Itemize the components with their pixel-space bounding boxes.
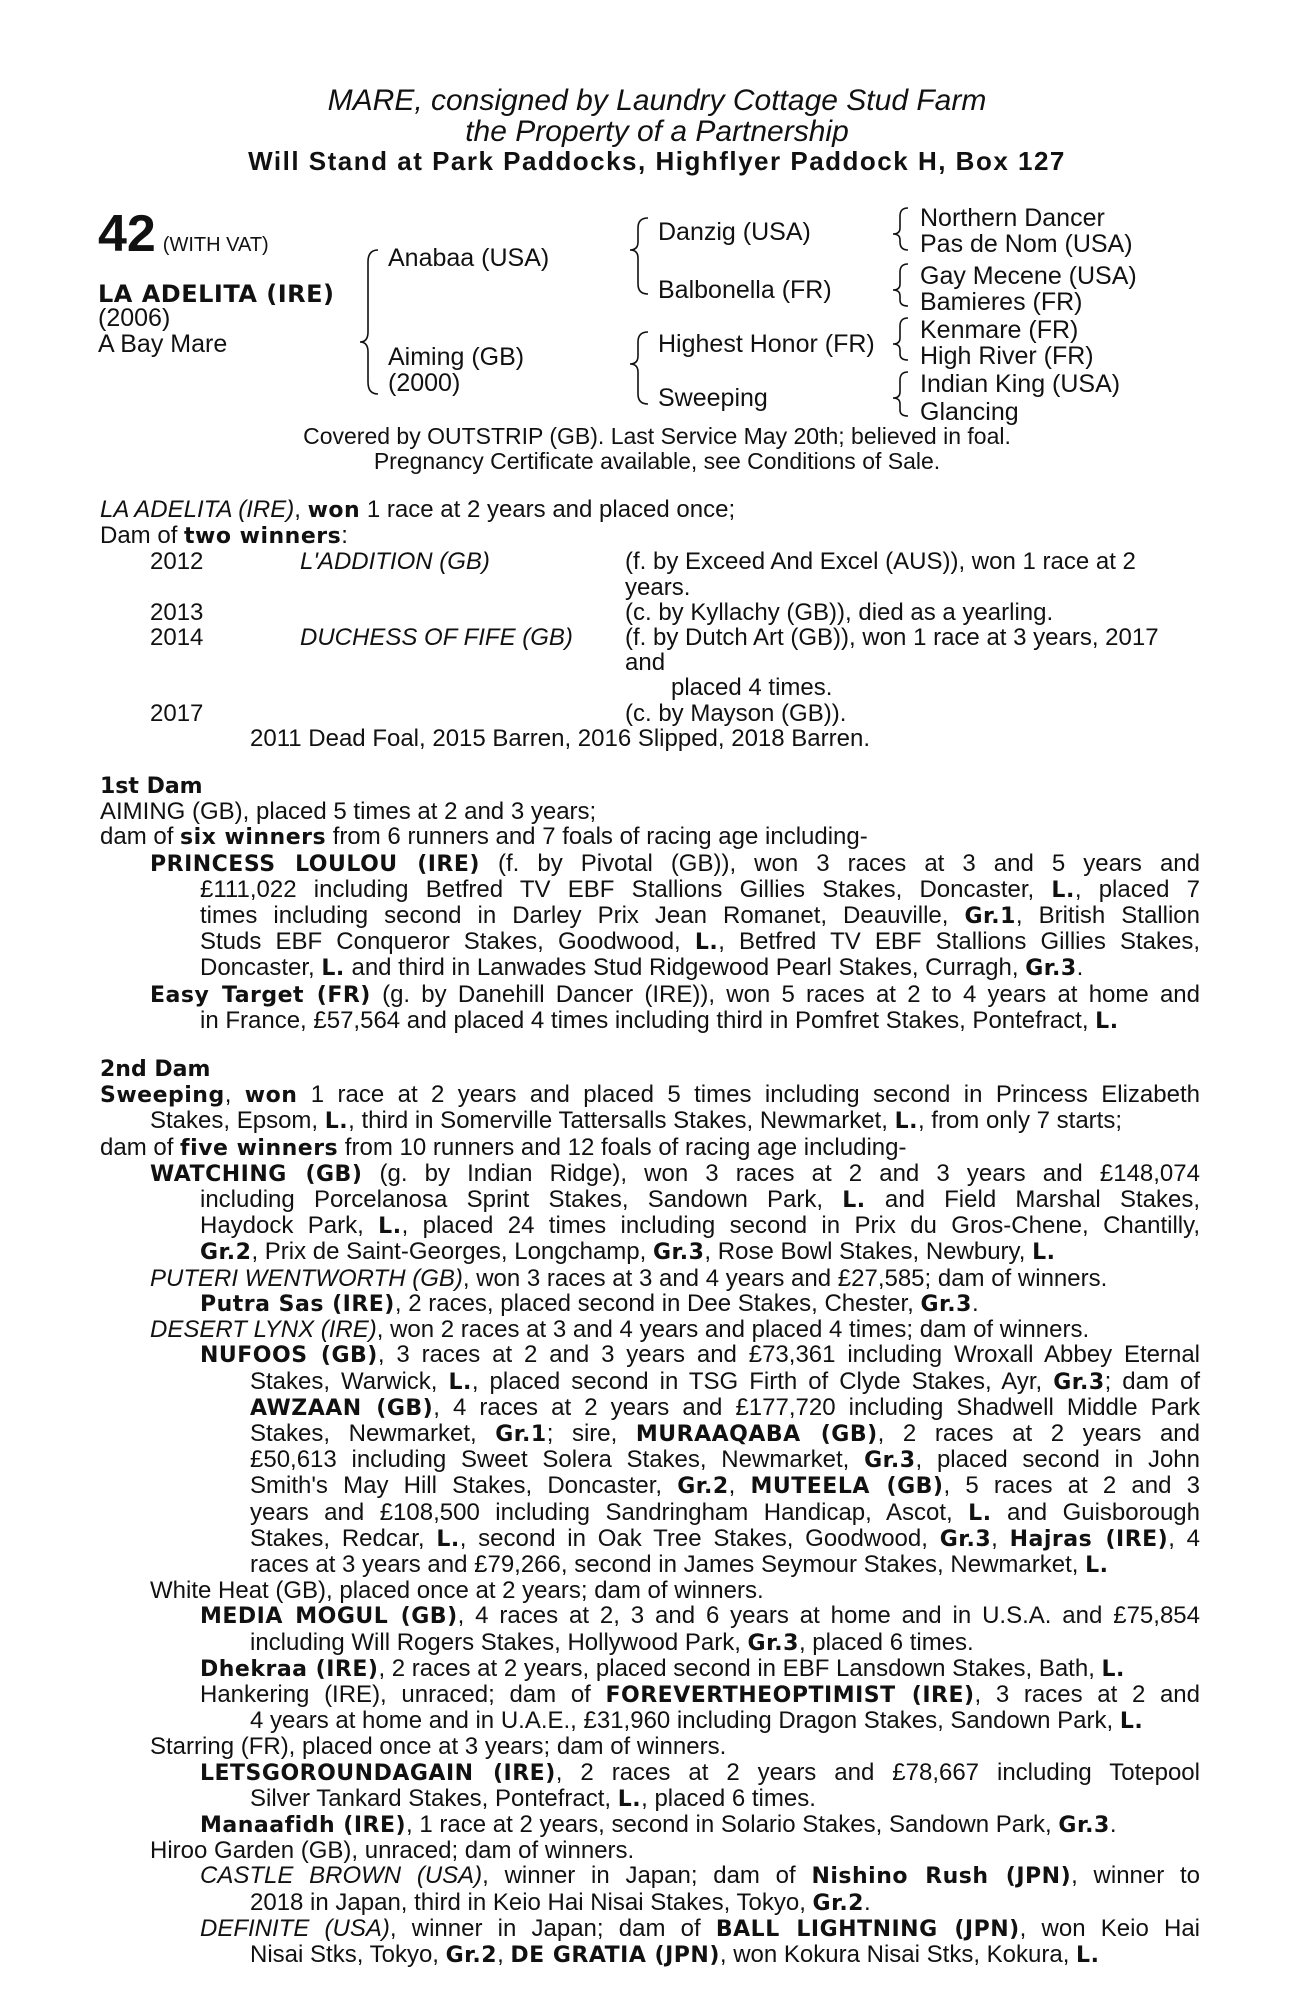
pedigree-ddd: Glancing bbox=[920, 398, 1019, 426]
pedigree-dam-dam: Sweeping bbox=[658, 384, 768, 412]
progeny-row: 2012 L'ADDITION (GB) (f. by Exceed And Excel (AUS)), won 1 race at 2 years. bbox=[150, 548, 1136, 601]
muraaqaba-line: Smith's May Hill Stakes, Doncaster, Gr.2, MUTEELA (GB), 5 races at 2 and 3 bbox=[250, 1472, 1200, 1500]
pedigree-sire-sire: Danzig (USA) bbox=[658, 218, 811, 246]
hajras-line: races at 3 years and £79,266, second in James Seymour Stakes, Newmarket, L. bbox=[250, 1550, 1109, 1578]
vat-note: (WITH VAT) bbox=[162, 234, 269, 256]
horse-description: A Bay Mare bbox=[98, 330, 228, 358]
first-dam-line: AIMING (GB), placed 5 times at 2 and 3 years; bbox=[100, 798, 597, 826]
hankering-line: 4 years at home and in U.A.E., £31,960 including Dragon Stakes, Sandown Park, L. bbox=[250, 1707, 1144, 1735]
progeny-row: placed 4 times. bbox=[671, 674, 833, 702]
sweeping-dam-of: dam of five winners from 10 runners and 12 foals of racing age including- bbox=[100, 1133, 907, 1161]
media-mogul-line: MEDIA MOGUL (GB), 4 races at 2, 3 and 6 years at home and in U.S.A. and £75,854 bbox=[200, 1602, 1200, 1630]
pedigree-dss: Kenmare (FR) bbox=[920, 316, 1079, 344]
letsgoroundagain-line: Silver Tankard Stakes, Pontefract, L., placed 6 times. bbox=[250, 1784, 816, 1812]
watching-line: including Porcelanosa Sprint Stakes, Sandown Park, L. and Field Marshal Stakes, bbox=[200, 1186, 1200, 1214]
muteela-line: Stakes, Redcar, L., second in Oak Tree Stakes, Goodwood, Gr.3, Hajras (IRE), 4 bbox=[250, 1524, 1201, 1552]
pedigree-sire: Anabaa (USA) bbox=[388, 244, 550, 272]
horse-year: (2006) bbox=[98, 304, 171, 332]
pedigree-ssd: Pas de Nom (USA) bbox=[920, 230, 1133, 258]
manaafidh-line: Manaafidh (IRE), 1 race at 2 years, second in Solario Stakes, Sandown Park, Gr.3. bbox=[200, 1810, 1117, 1838]
nishino-rush-line: 2018 in Japan, third in Keio Hai Nisai Stakes, Tokyo, Gr.2. bbox=[250, 1888, 871, 1916]
muraaqaba-line: £50,613 including Sweet Solera Stakes, Newmarket, Gr.3, placed second in John bbox=[250, 1446, 1201, 1474]
princess-loulou-line: Doncaster, L. and third in Lanwades Stud Ridgewood Pearl Stakes, Curragh, Gr.3. bbox=[200, 954, 1084, 982]
second-dam-heading: 2nd Dam bbox=[100, 1057, 211, 1083]
starring-line: Starring (FR), placed once at 3 years; dam of winners. bbox=[150, 1733, 727, 1761]
sweeping-line: Sweeping, won 1 race at 2 years and placed 5 times including second in Princess Elizabeth bbox=[100, 1081, 1200, 1109]
awzaan-line: AWZAAN (GB), 4 races at 2 years and £177,720 including Shadwell Middle Park bbox=[250, 1393, 1200, 1421]
princess-loulou-line: Studs EBF Conqueror Stakes, Goodwood, L., Betfred TV EBF Stallions Gillies Stakes, bbox=[200, 928, 1200, 956]
pedigree-sire-dam: Balbonella (FR) bbox=[658, 276, 832, 304]
first-dam-dam-of: dam of six winners from 6 runners and 7 foals of racing age including- bbox=[100, 823, 868, 851]
hiroo-garden-line: Hiroo Garden (GB), unraced; dam of winners. bbox=[150, 1837, 635, 1865]
princess-loulou-line: times including second in Darley Prix Jean Romanet, Deauville, Gr.1, British Stallion bbox=[200, 902, 1200, 930]
hankering-line: Hankering (IRE), unraced; dam of FOREVERTHEOPTIMIST (IRE), 3 races at 2 and bbox=[200, 1680, 1201, 1708]
pedigree-sdd: Bamieres (FR) bbox=[920, 288, 1083, 316]
pedigree-dsd: High River (FR) bbox=[920, 342, 1094, 370]
castle-brown-line: CASTLE BROWN (USA), winner in Japan; dam of Nishino Rush (JPN), winner to bbox=[200, 1862, 1200, 1890]
progeny-row: 2013 (c. by Kyllachy (GB)), died as a yearling. bbox=[150, 598, 1054, 626]
watching-line: WATCHING (GB) (g. by Indian Ridge), won 3 races at 2 and 3 years and £148,074 bbox=[150, 1159, 1200, 1187]
letsgoroundagain-line: LETSGOROUNDAGAIN (IRE), 2 races at 2 years and £78,667 including Totepool bbox=[200, 1758, 1200, 1786]
desert-lynx-line: DESERT LYNX (IRE), won 2 races at 3 and 4 years and placed 4 times; dam of winners. bbox=[150, 1316, 1090, 1344]
nufoos-line: NUFOOS (GB), 3 races at 2 and 3 years and £73,361 including Wroxall Abbey Eternal bbox=[200, 1341, 1200, 1369]
princess-loulou-line: PRINCESS LOULOU (IRE) (f. by Pivotal (GB)), won 3 races at 3 and 5 years and bbox=[150, 849, 1200, 877]
easy-target-line: Easy Target (FR) (g. by Danehill Dancer (IRE)), won 5 races at 2 to 4 years at home and bbox=[150, 980, 1200, 1008]
progeny-row: 2017 (c. by Mayson (GB)). bbox=[150, 699, 847, 727]
pedigree-sds: Gay Mecene (USA) bbox=[920, 262, 1137, 290]
watching-line: Gr.2, Prix de Saint-Georges, Longchamp, Gr.3, Rose Bowl Stakes, Newbury, L. bbox=[200, 1238, 1056, 1266]
sweeping-line: Stakes, Epsom, L., third in Somerville Tattersalls Stakes, Newmarket, L., from only 7 starts; bbox=[150, 1107, 1123, 1135]
pedigree-dam-year: (2000) bbox=[388, 369, 461, 397]
putra-sas-line: Putra Sas (IRE), 2 races, placed second in Dee Stakes, Chester, Gr.3. bbox=[200, 1289, 979, 1317]
pedigree-sss: Northern Dancer bbox=[920, 204, 1105, 232]
puteri-wentworth-line: PUTERI WENTWORTH (GB), won 3 races at 3 and 4 years and £27,585; dam of winners. bbox=[150, 1264, 1108, 1292]
catalogue-body bbox=[100, 497, 1200, 1968]
nufoos-line: Stakes, Warwick, L., placed second in TSG Firth of Clyde Stakes, Ayr, Gr.3; dam of bbox=[250, 1367, 1200, 1395]
pedigree-dam-sire: Highest Honor (FR) bbox=[658, 330, 875, 358]
princess-loulou-line: £111,022 including Betfred TV EBF Stallions Gillies Stakes, Doncaster, L., placed 7 bbox=[200, 875, 1201, 903]
dhekraa-line: Dhekraa (IRE), 2 races at 2 years, placed second in EBF Lansdown Stakes, Bath, L. bbox=[200, 1654, 1125, 1682]
mare-record-line: LA ADELITA (IRE), won 1 race at 2 years and placed once; bbox=[100, 496, 736, 523]
first-dam-heading: 1st Dam bbox=[100, 774, 203, 800]
horse-name: LA ADELITA (IRE) bbox=[98, 280, 335, 308]
covered-line: Covered by OUTSTRIP (GB). Last Service May 20th; believed in foal. bbox=[303, 423, 1011, 449]
media-mogul-line: including Will Rogers Stakes, Hollywood Park, Gr.3, placed 6 times. bbox=[250, 1628, 974, 1656]
definite-line: DEFINITE (USA), winner in Japan; dam of BALL LIGHTNING (JPN), won Keio Hai bbox=[200, 1914, 1201, 1942]
awzaan-line: Stakes, Newmarket, Gr.1; sire, MURAAQABA (GB), 2 races at 2 years and bbox=[250, 1419, 1200, 1447]
pedigree-dds: Indian King (USA) bbox=[920, 370, 1121, 398]
lot-number: 42 bbox=[98, 205, 156, 263]
property-line: the Property of a Partnership bbox=[465, 115, 849, 148]
muteela-line: years and £108,500 including Sandringham Handicap, Ascot, L. and Guisborough bbox=[250, 1498, 1201, 1526]
watching-line: Haydock Park, L., placed 24 times including second in Prix du Gros-Chene, Chantilly, bbox=[200, 1212, 1200, 1240]
white-heat-line: White Heat (GB), placed once at 2 years; dam of winners. bbox=[150, 1577, 764, 1605]
progeny-row: 2014 DUCHESS OF FIFE (GB) (f. by Dutch Art (GB)), won 1 race at 3 years, 2017 and bbox=[150, 624, 1159, 677]
consignor-line: MARE, consigned by Laundry Cottage Stud Farm bbox=[327, 84, 987, 117]
ball-lightning-line: Nisai Stks, Tokyo, Gr.2, DE GRATIA (JPN), won Kokura Nisai Stks, Kokura, L. bbox=[250, 1940, 1100, 1968]
easy-target-line: in France, £57,564 and placed 4 times including third in Pomfret Stakes, Pontefract, L. bbox=[200, 1006, 1119, 1034]
pedigree-dam: Aiming (GB) bbox=[388, 343, 525, 371]
mare-dam-of-line: Dam of two winners: bbox=[100, 522, 348, 550]
stand-line: Will Stand at Park Paddocks, Highflyer Paddock H, Box 127 bbox=[248, 146, 1066, 176]
pregnancy-line: Pregnancy Certificate available, see Conditions of Sale. bbox=[373, 448, 941, 474]
progeny-note: 2011 Dead Foal, 2015 Barren, 2016 Slipped, 2018 Barren. bbox=[250, 724, 870, 752]
